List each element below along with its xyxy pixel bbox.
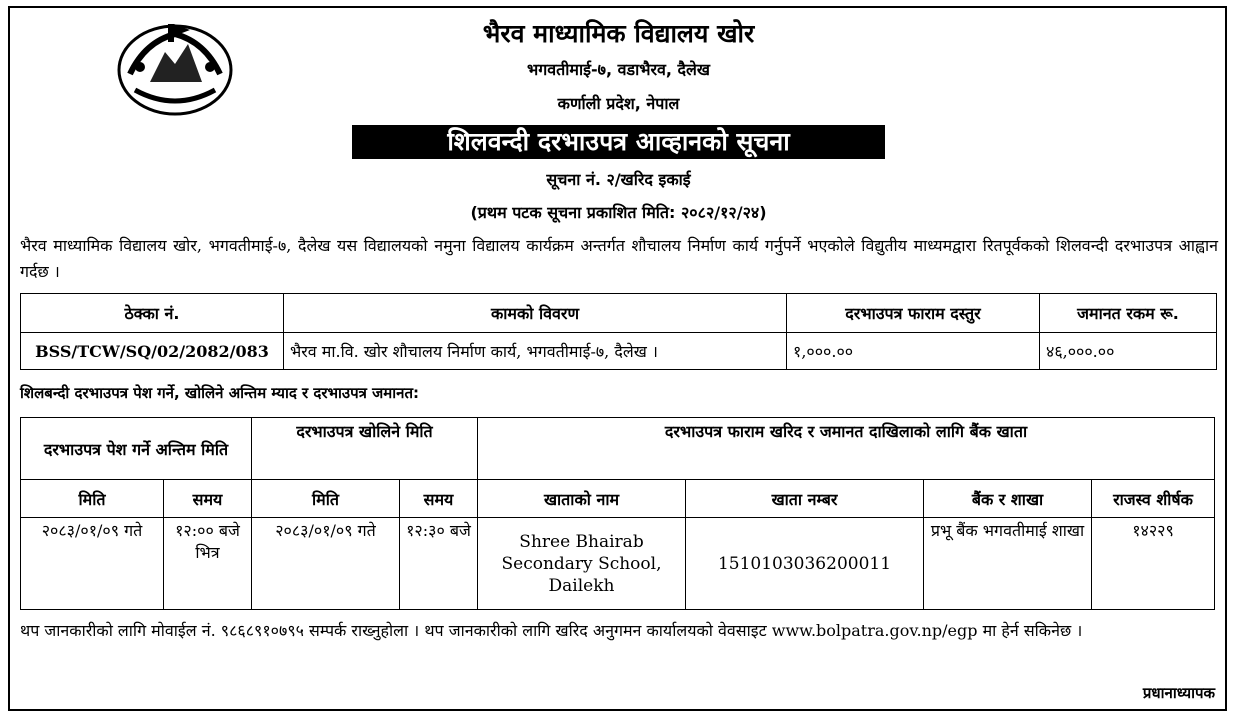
col-contract-no: ठेक्का नं. bbox=[21, 294, 284, 333]
signature: प्रधानाध्यापक bbox=[1142, 684, 1215, 702]
submit-date: २०८३/०१/०९ गते bbox=[21, 518, 164, 610]
guarantee-amount: ४६,०००.०० bbox=[1040, 333, 1217, 370]
notice-number: सूचना नं. २/खरिद इकाई bbox=[546, 170, 691, 189]
col-form-fee: दरभाउपत्र फाराम दस्तुर bbox=[787, 294, 1040, 333]
intro-paragraph: भैरव माध्यामिक विद्यालय खोर, भगवतीमाई-७, दैलेख यस विद्यालयको नमुना विद्यालय कार्यक्रम अन्तर्गत शौचालय निर्माण कार्य गर्नुपर्ने भएकोले विद्युतीय माध्यमद्वारा रितपूर्वकको शिलवन्दी दरभाउपत्र आह्वान गर्दछ । bbox=[20, 236, 1218, 281]
revenue-head: १४२२९ bbox=[1092, 518, 1215, 610]
schedule-table bbox=[20, 417, 1215, 610]
footer-paragraph: थप जानकारीको लागि मोवाईल नं. ९८६८९१०७९५ सम्पर्क राख्नुहोला । थप जानकारीको लागि खरिद अनुगमन कार्यालयको वेवसाइट www.bolpatra.gov.np/egp मा हेर्न सकिनेछ । bbox=[20, 621, 1083, 640]
open-date: २०८३/०१/०९ गते bbox=[252, 518, 400, 610]
table-row bbox=[21, 518, 1215, 610]
bank-branch: प्रभू बैंक भगवतीमाई शाखा bbox=[924, 518, 1092, 610]
sub-account-name: खाताको नाम bbox=[478, 480, 686, 518]
work-description: भैरव मा.वि. खोर शौचालय निर्माण कार्य, भगवतीमाई-७, दैलेख । bbox=[284, 333, 787, 370]
school-name: भैरव माध्यामिक विद्यालय खोर bbox=[482, 19, 755, 48]
sub-submit-date: मिति bbox=[21, 480, 164, 518]
account-name: Shree Bhairab Secondary School, Dailekh bbox=[478, 518, 686, 610]
sub-bank-branch: बैंक र शाखा bbox=[924, 480, 1092, 518]
address-line-2: कर्णाली प्रदेश, नेपाल bbox=[557, 94, 680, 113]
col-work-description: कामको विवरण bbox=[284, 294, 787, 333]
sub-revenue-head: राजस्व शीर्षक bbox=[1092, 480, 1215, 518]
sub-open-time: समय bbox=[400, 480, 478, 518]
address-line-1: भगवतीमाई-७, वडाभैरव, दैलेख bbox=[527, 60, 710, 79]
table-row bbox=[21, 333, 1217, 370]
publish-date: (प्रथम पटक सूचना प्रकाशित मिति: २०८२/१२/२४) bbox=[470, 203, 767, 222]
group-submit-deadline: दरभाउपत्र पेश गर्ने अन्तिम मिति bbox=[21, 418, 252, 480]
account-number: 1510103036200011 bbox=[686, 518, 924, 610]
form-fee: १,०००.०० bbox=[787, 333, 1040, 370]
schedule-heading: शिलबन्दी दरभाउपत्र पेश गर्ने, खोलिने अन्तिम म्याद र दरभाउपत्र जमानत: bbox=[20, 384, 420, 402]
sub-submit-time: समय bbox=[164, 480, 252, 518]
group-opening-date: दरभाउपत्र खोलिने मिति bbox=[252, 418, 478, 480]
open-time: १२:३० बजे bbox=[400, 518, 478, 610]
notice-title: शिलवन्दी दरभाउपत्र आव्हानको सूचना bbox=[352, 125, 885, 159]
col-guarantee-amount: जमानत रकम रू. bbox=[1040, 294, 1217, 333]
sub-account-number: खाता नम्बर bbox=[686, 480, 924, 518]
group-bank-account: दरभाउपत्र फाराम खरिद र जमानत दाखिलाको लागि बैंक खाता bbox=[478, 418, 1215, 480]
submit-time: १२:०० बजे भित्र bbox=[164, 518, 252, 610]
contract-table bbox=[20, 293, 1217, 370]
contract-no: BSS/TCW/SQ/02/2082/083 bbox=[21, 333, 284, 370]
sub-open-date: मिति bbox=[252, 480, 400, 518]
